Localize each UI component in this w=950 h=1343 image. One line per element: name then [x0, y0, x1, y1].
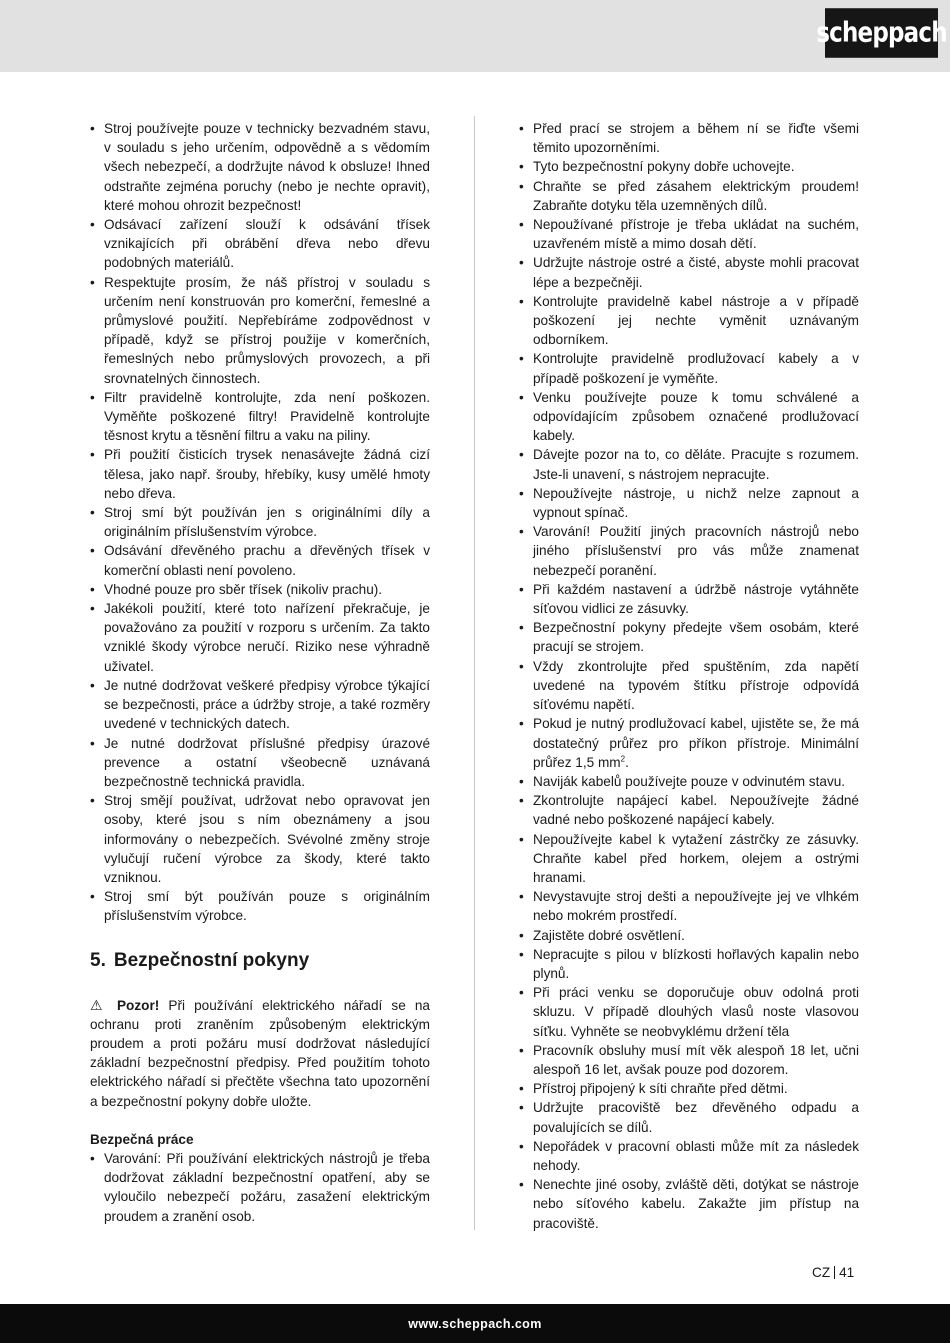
list-item: [519, 349, 859, 387]
list-item: [519, 887, 859, 925]
list-item: [519, 1137, 859, 1175]
list-item: [90, 273, 430, 388]
list-item: [519, 119, 859, 157]
footer-band: [0, 1304, 950, 1343]
list-item: [519, 657, 859, 715]
list-item-text: Chraňte se před zásahem elektrickým proudem! Zabraňte dotyku těla uzemněných dílů.: [533, 178, 859, 213]
list-item: [90, 676, 430, 734]
list-item-text: Stroj smějí používat, udržovat nebo opravovat jen osoby, které jsou s ním obeznámeny a jsou informovány o nebezpečích. Svévolné změny stroje vylučují ručení výrobce za škody, které takto vzniknou.: [104, 793, 430, 885]
list-item-text: Při použití čisticích trysek nenasávejte žádná cizí tělesa, jako např. šrouby, hřebíky, kusy umělé hmoty nebo dřeva.: [104, 447, 430, 501]
list-item-text: Filtr pravidelně kontrolujte, zda není poškozen. Vyměňte poškozené filtry! Pravidelně kontrolujte těsnost krytu a těsnění filtru a vaku na piliny.: [104, 389, 430, 444]
list-item: [519, 772, 859, 791]
list-item-text: Kontrolujte pravidelně prodlužovací kabely a v případě poškození je vyměňte.: [533, 351, 859, 386]
left-column: [90, 119, 430, 1226]
list-item: [90, 580, 430, 599]
superscript: 2: [620, 754, 626, 764]
list-item: [519, 388, 859, 446]
brand-logo: scheppach: [825, 8, 938, 58]
list-item-text: Varování: Při používání elektrických nástrojů je třeba dodržovat základní bezpečnostní opatření, aby se vyloučilo nebezpečí požáru, zasažení elektrickým proudem a zranění osob.: [104, 1150, 430, 1224]
list-item: [519, 926, 859, 945]
superscript-suffix: .: [625, 754, 629, 770]
list-item-text: Při práci venku se doporučuje obuv odolná proti skluzu. V případě dlouhých vlasů noste vlasovou síťku. Vyhněte se neobvyklému držení těla: [533, 985, 859, 1039]
list-item: [519, 580, 859, 618]
list-item-text: Nepracujte s pilou v blízkosti hořlavých kapalin nebo plynů.: [533, 946, 859, 981]
right-bullet-list: [519, 119, 859, 1233]
list-item-text: Kontrolujte pravidelně kabel nástroje a v případě poškození jej nechte vyměnit uznávaným odborníkem.: [533, 293, 859, 348]
list-item: [519, 1098, 859, 1136]
list-item-text: Dávejte pozor na to, co děláte. Pracujte s rozumem. Jste-li unavení, s nástrojem nepracujte.: [533, 447, 859, 482]
list-item-text: Při každém nastavení a údržbě nástroje vytáhněte síťovou vidlici ze zásuvky.: [533, 581, 859, 617]
list-item-text: Je nutné dodržovat veškeré předpisy výrobce týkající se bezpečnosti, práce a údržby stroje, a také rozměry uvedené v technických datech.: [104, 677, 430, 732]
list-item-text: Nenechte jiné osoby, zvláště děti, dotýkat se nástroje nebo síťového kabelu. Zakažte jim přístup na pracoviště.: [533, 1177, 859, 1231]
page-value: 41: [839, 1265, 855, 1280]
list-item-text: Bezpečnostní pokyny předejte všem osobám, které pracují se strojem.: [533, 620, 859, 655]
list-item: [519, 445, 859, 483]
list-item-text: Stroj používejte pouze v technicky bezvadném stavu, v souladu s jeho určením, odpovědně a s vědomím všech nebezpečí, a dodržujte návod k obsluze! Ihned odstraňte zejména poruchy (nebo je nechte opravit), které mohou ohrozit bezpečnost!: [104, 121, 430, 213]
list-item-text: Je nutné dodržovat příslušné předpisy úrazové prevence a ostatní všeobecně uznávaná bezpečnostně technická pravidla.: [104, 735, 430, 789]
list-item: [519, 714, 859, 772]
list-item: [519, 484, 859, 522]
page-separator: [834, 1266, 835, 1279]
list-item-text: Nevystavujte stroj dešti a nepoužívejte jej ve vlhkém nebo mokrém prostředí.: [533, 889, 859, 924]
warning-label: Pozor!: [116, 997, 160, 1013]
list-item-text: Nepoužívejte kabel k vytažení zástrčky ze zásuvky. Chraňte kabel před horkem, olejem a ostrými hranami.: [533, 831, 859, 885]
list-item-text: Odsávací zařízení slouží k odsávání třísek vznikajících při obrábění dřeva nebo dřevu podobných materiálů.: [104, 217, 430, 271]
list-item: [519, 983, 859, 1041]
list-item: [519, 253, 859, 291]
list-item-text: Stroj smí být používán pouze s originálním příslušenstvím výrobce.: [104, 889, 430, 924]
list-item-text: Venku používejte pouze k tomu schválené a odpovídajícím způsobem označené prodlužovací kabely.: [533, 389, 859, 444]
header-band: [0, 0, 950, 72]
list-item-text: Přístroj připojený k síti chraňte před dětmi.: [533, 1081, 788, 1097]
list-item: [519, 1175, 859, 1233]
list-item-text: Respektujte prosím, že náš přístroj v souladu s určením není konstruován pro komerční, řemeslné a průmyslové použití. Nepřebíráme zodpovědnost v případě, když se přístroj použije v komerčních, řemeslných nebo průmyslových provozech, a při srovnatelných činnostech.: [104, 274, 430, 386]
list-item-text: Pracovník obsluhy musí mít věk alespoň 18 let, učni alespoň 16 let, avšak pouze pod dozorem.: [533, 1042, 859, 1077]
list-item: [90, 791, 430, 887]
list-item-text: Pokud je nutný prodlužovací kabel, ujistěte se, že má dostatečný průřez pro příkon přístroje. Minimální průřez 1,5 mm: [533, 716, 859, 770]
list-item: [90, 445, 430, 503]
list-item: [519, 1079, 859, 1098]
section-number: 5.: [90, 949, 106, 971]
list-item: [90, 599, 430, 676]
list-item: [519, 945, 859, 983]
list-item: [519, 791, 859, 829]
section-title: Bezpečnostní pokyny: [113, 949, 310, 971]
website-link[interactable]: www.scheppach.com: [408, 1316, 542, 1331]
list-item-text: Varování! Použití jiných pracovních nástrojů nebo jiného příslušenství pro vás může znamenat nebezpečí poranění.: [533, 524, 859, 578]
warning-triangle-icon: ⚠: [90, 996, 108, 1013]
list-item-text: Vždy zkontrolujte před spuštěním, zda napětí uvedené na typovém štítku přístroje odpovídá síťovému napětí.: [533, 658, 859, 713]
list-item-text: Zajistěte dobré osvětlení.: [533, 927, 685, 943]
section-heading: [90, 948, 430, 974]
column-divider: [474, 116, 475, 1230]
list-item-text: Stroj smí být používán jen s originálními díly a originálním příslušenstvím výrobce.: [104, 505, 430, 540]
list-item-text: Nepoužívejte nástroje, u nichž nelze zapnout a vypnout spínač.: [533, 485, 859, 521]
list-item: [90, 887, 430, 925]
list-item-text: Udržujte nástroje ostré a čisté, abyste mohli pracovat lépe a bezpečněji.: [533, 255, 859, 290]
list-item: [90, 388, 430, 446]
list-item-text: Udržujte pracoviště bez dřevěného odpadu a povalujících se dílů.: [533, 1100, 859, 1135]
list-item: [519, 830, 859, 888]
list-item: [90, 1149, 430, 1226]
list-item: [90, 734, 430, 792]
list-item: [519, 177, 859, 215]
list-item: [90, 503, 430, 541]
list-item-text: Vhodné pouze pro sběr třísek (nikoliv prachu).: [104, 581, 383, 597]
list-item: [519, 215, 859, 253]
right-column: [519, 119, 859, 1233]
list-item: [519, 1041, 859, 1079]
list-item-text: Nepořádek v pracovní oblasti může mít za následek nehody.: [533, 1138, 859, 1173]
list-item: [90, 119, 430, 215]
list-item-text: Tyto bezpečnostní pokyny dobře uchovejte.: [533, 159, 795, 175]
list-item: [90, 541, 430, 579]
warning-text: Při používání elektrického nářadí se na ochranu proti zraněním způsobeným elektrickým proudem a proti požáru musí dodržovat následující základní bezpečnostní předpisy. Před použitím tohoto elektrického nářadí si přečtěte všechna tato upozornění a bezpečnostní pokyny dobře uložte.: [90, 997, 430, 1109]
subsection-title: Bezpečná práce: [90, 1131, 194, 1147]
list-item: [519, 618, 859, 656]
list-item-text: Odsávání dřevěného prachu a dřevěných třísek v komerční oblasti není povoleno.: [104, 543, 430, 578]
list-item-text: Před prací se strojem a během ní se řiďte všemi těmito upozorněními.: [533, 121, 859, 156]
list-item: [519, 292, 859, 350]
list-item-text: Naviják kabelů používejte pouze v odvinutém stavu.: [533, 773, 846, 789]
language-code: CZ: [812, 1265, 831, 1280]
safe-work-bullet-list: [90, 1149, 430, 1226]
list-item-text: Jakékoli použití, které toto nařízení překračuje, je považováno za použití v rozporu s určením. Za takto vzniklé škody výrobce neručí. Riziko nese výhradně uživatel.: [104, 601, 430, 674]
list-item: [519, 522, 859, 580]
left-bullet-list: [90, 119, 430, 926]
list-item: [90, 215, 430, 273]
list-item-text: Zkontrolujte napájecí kabel. Nepoužívejte žádné vadné nebo poškozené napájecí kabely.: [533, 793, 859, 828]
list-item-text: Nepoužívané přístroje je třeba ukládat na suchém, uzavřeném místě a mimo dosah dětí.: [533, 217, 859, 252]
warning-paragraph: [90, 996, 430, 1111]
page-number: [812, 1264, 854, 1282]
list-item: [519, 157, 859, 176]
